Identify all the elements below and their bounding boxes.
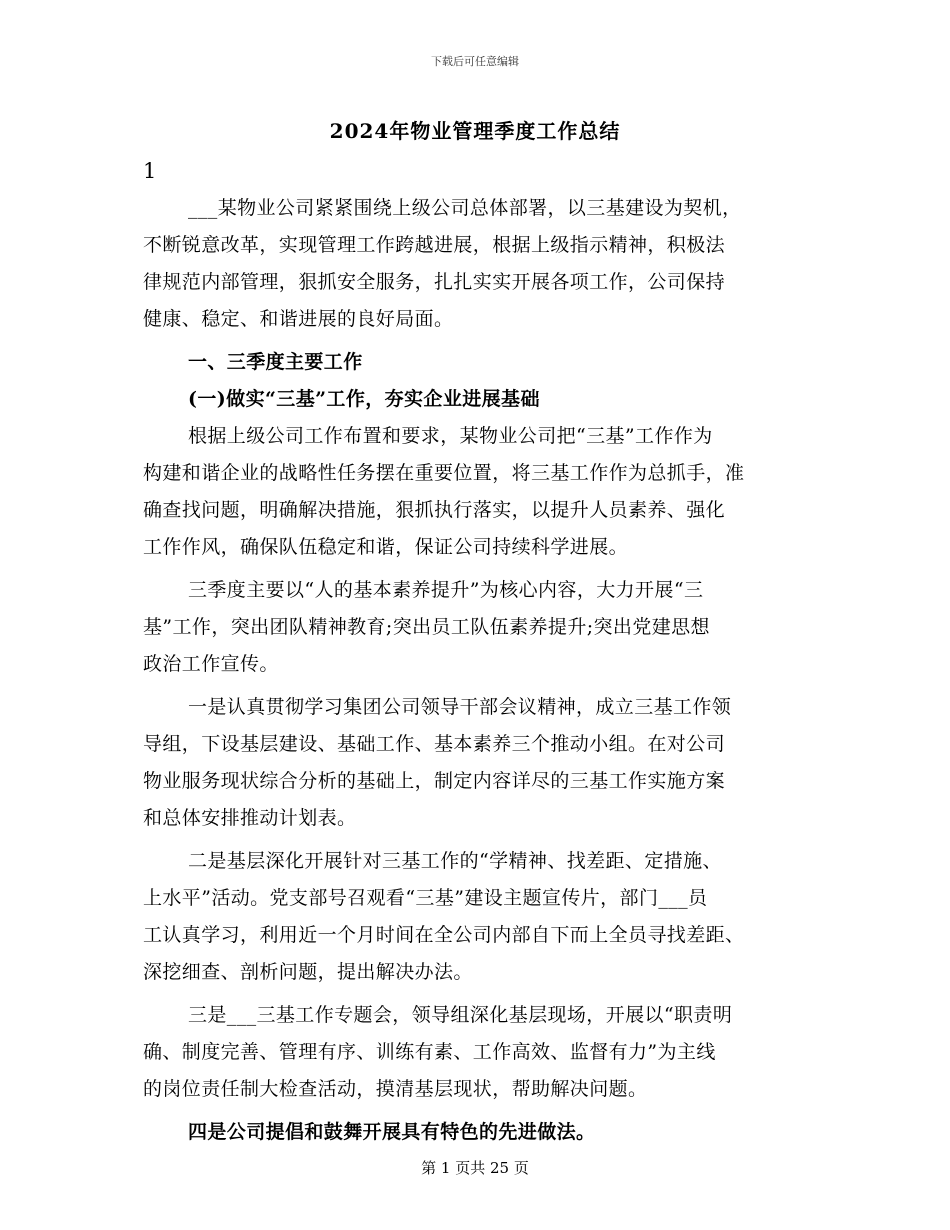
paragraph-line: 构建和谐企业的战略性任务摆在重要位置，将三基工作作为总抓手，准 bbox=[143, 462, 745, 484]
paragraph-line: 上水平”活动。党支部号召观看“三基”建设主题宣传片，部门___员 bbox=[143, 887, 708, 909]
paragraph-line: 一是认真贯彻学习集团公司领导干部会议精神，成立三基工作领 bbox=[188, 696, 732, 718]
heading-advanced-practices: 四是公司提倡和鼓舞开展具有特色的先进做法。 bbox=[188, 1121, 596, 1143]
paragraph-intro bbox=[143, 190, 808, 338]
paragraph-2 bbox=[143, 572, 808, 683]
heading-three-basics: (一)做实“三基”工作，夯实企业进展基础 bbox=[188, 388, 540, 410]
paragraph-line: 不断锐意改革，实现管理工作跨越进展，根据上级指示精神，积极法 bbox=[143, 234, 726, 256]
paragraph-line: 和总体安排推动计划表。 bbox=[143, 807, 357, 829]
document-title: 2024年物业管理季度工作总结 bbox=[329, 119, 621, 143]
header-note: 下载后可任意编辑 bbox=[431, 55, 519, 68]
paragraph-line: 确查找问题，明确解决措施，狠抓执行落实，以提升人员素养、强化 bbox=[143, 499, 726, 521]
page-footer: 第 1 页共 25 页 bbox=[421, 1159, 529, 1177]
paragraph-4 bbox=[143, 843, 808, 991]
paragraph-line: 律规范内部管理，狠抓安全服务，扎扎实实开展各项工作，公司保持 bbox=[143, 271, 726, 293]
paragraph-line: 深挖细查、剖析问题，提出解决办法。 bbox=[143, 961, 473, 983]
paragraph-3 bbox=[143, 689, 808, 837]
paragraph-line: 三是___三基工作专题会，领导组深化基层现场，开展以“职责明 bbox=[188, 1004, 733, 1026]
document-body bbox=[143, 153, 808, 1151]
paragraph-line: 政治工作宣传。 bbox=[143, 653, 279, 675]
heading-main-work: 一、三季度主要工作 bbox=[188, 351, 363, 373]
section-number: 1 bbox=[143, 159, 157, 183]
paragraph-line: 健康、稳定、和谐进展的良好局面。 bbox=[143, 308, 454, 330]
paragraph-line: 的岗位责任制大检查活动，摸清基层现状，帮助解决问题。 bbox=[143, 1078, 648, 1100]
paragraph-line: 二是基层深化开展针对三基工作的“学精神、找差距、定措施、 bbox=[188, 850, 722, 872]
paragraph-line: 工作作风，确保队伍稳定和谐，保证公司持续科学进展。 bbox=[143, 536, 629, 558]
paragraph-line: ___某物业公司紧紧围绕上级公司总体部署，以三基建设为契机， bbox=[188, 197, 742, 219]
paragraph-line: 工认真学习，利用近一个月时间在全公司内部自下而上全员寻找差距、 bbox=[143, 924, 745, 946]
paragraph-line: 三季度主要以“人的基本素养提升”为核心内容，大力开展“三 bbox=[188, 579, 704, 601]
paragraph-1 bbox=[143, 418, 808, 566]
paragraph-line: 导组，下设基层建设、基础工作、基本素养三个推动小组。在对公司 bbox=[143, 733, 726, 755]
paragraph-line: 根据上级公司工作布置和要求，某物业公司把“三基”工作作为 bbox=[188, 425, 713, 447]
paragraph-line: 物业服务现状综合分析的基础上，制定内容详尽的三基工作实施方案 bbox=[143, 770, 726, 792]
paragraph-line: 基”工作，突出团队精神教育;突出员工队伍素养提升;突出党建思想 bbox=[143, 616, 710, 638]
paragraph-5 bbox=[143, 997, 808, 1108]
paragraph-line: 确、制度完善、管理有序、训练有素、工作高效、监督有力”为主线 bbox=[143, 1041, 716, 1063]
